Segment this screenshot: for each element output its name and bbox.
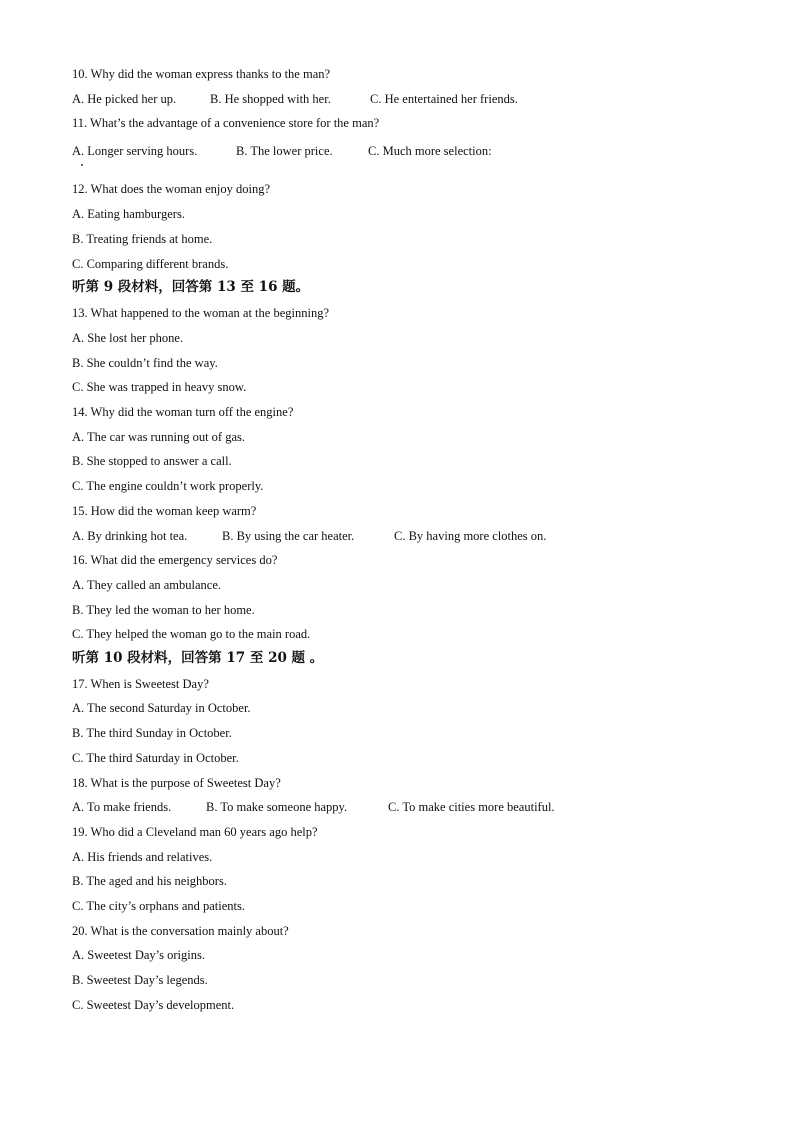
q20-option-b: B. Sweetest Day’s legends.	[72, 973, 208, 987]
question-11-options	[72, 143, 632, 159]
q13-option-c: C. She was trapped in heavy snow.	[72, 380, 247, 394]
question-13: 13. What happened to the woman at the beginning?	[72, 306, 329, 320]
question-14: 14. Why did the woman turn off the engine?	[72, 405, 294, 419]
q17-option-b: B. The third Sunday in October.	[72, 726, 232, 740]
section-9-heading: 听第 9 段材料，回答第 13 至 16 题。	[72, 279, 310, 295]
q16-option-c: C. They helped the woman go to the main road.	[72, 627, 311, 641]
q13-option-a: A. She lost her phone.	[72, 331, 184, 345]
question-18-options	[72, 799, 632, 815]
q12-option-b: B. Treating friends at home.	[72, 232, 213, 246]
q20-option-a: A. Sweetest Day’s origins.	[72, 948, 205, 962]
q19-option-a: A. His friends and relatives.	[72, 850, 213, 864]
q17-option-c: C. The third Saturday in October.	[72, 751, 239, 765]
question-19: 19. Who did a Cleveland man 60 years ago help?	[72, 825, 318, 839]
q11-option-a: A. Longer serving hours.	[72, 144, 198, 158]
question-12: 12. What does the woman enjoy doing?	[72, 182, 270, 196]
q13-option-b: B. She couldn’t find the way.	[72, 356, 218, 370]
q19-option-c: C. The city’s orphans and patients.	[72, 899, 246, 913]
question-10: 10. Why did the woman express thanks to the man?	[72, 67, 331, 81]
q15-option-b: B. By using the car heater.	[222, 529, 355, 543]
question-15-options	[72, 528, 632, 544]
q11-option-b: B. The lower price.	[236, 144, 333, 158]
q19-option-b: B. The aged and his neighbors.	[72, 874, 227, 888]
question-16: 16. What did the emergency services do?	[72, 553, 278, 567]
q18-option-a: A. To make friends.	[72, 800, 172, 814]
question-18: 18. What is the purpose of Sweetest Day?	[72, 776, 281, 790]
q18-option-c: C. To make cities more beautiful.	[388, 800, 555, 814]
q10-option-a: A. He picked her up.	[72, 92, 177, 106]
stray-dot-mark	[81, 164, 83, 166]
question-17: 17. When is Sweetest Day?	[72, 677, 209, 691]
q16-option-b: B. They led the woman to her home.	[72, 603, 255, 617]
q18-option-b: B. To make someone happy.	[206, 800, 348, 814]
q10-option-c: C. He entertained her friends.	[370, 92, 518, 106]
q12-option-c: C. Comparing different brands.	[72, 257, 229, 271]
q15-option-c: C. By having more clothes on.	[394, 529, 547, 543]
q15-option-a: A. By drinking hot tea.	[72, 529, 188, 543]
q10-option-b: B. He shopped with her.	[210, 92, 331, 106]
question-10-options	[72, 91, 632, 107]
question-15: 15. How did the woman keep warm?	[72, 504, 257, 518]
q14-option-a: A. The car was running out of gas.	[72, 430, 245, 444]
q14-option-c: C. The engine couldn’t work properly.	[72, 479, 264, 493]
question-11: 11. What’s the advantage of a convenience store for the man?	[72, 116, 380, 130]
q20-option-c: C. Sweetest Day’s development.	[72, 998, 235, 1012]
q16-option-a: A. They called an ambulance.	[72, 578, 222, 592]
q14-option-b: B. She stopped to answer a call.	[72, 454, 232, 468]
section-10-heading: 听第 10 段材料，回答第 17 至 20 题 。	[72, 650, 324, 666]
question-20: 20. What is the conversation mainly about?	[72, 924, 289, 938]
q17-option-a: A. The second Saturday in October.	[72, 701, 251, 715]
q11-option-c: C. Much more selection:	[368, 144, 492, 158]
q12-option-a: A. Eating hamburgers.	[72, 207, 185, 221]
